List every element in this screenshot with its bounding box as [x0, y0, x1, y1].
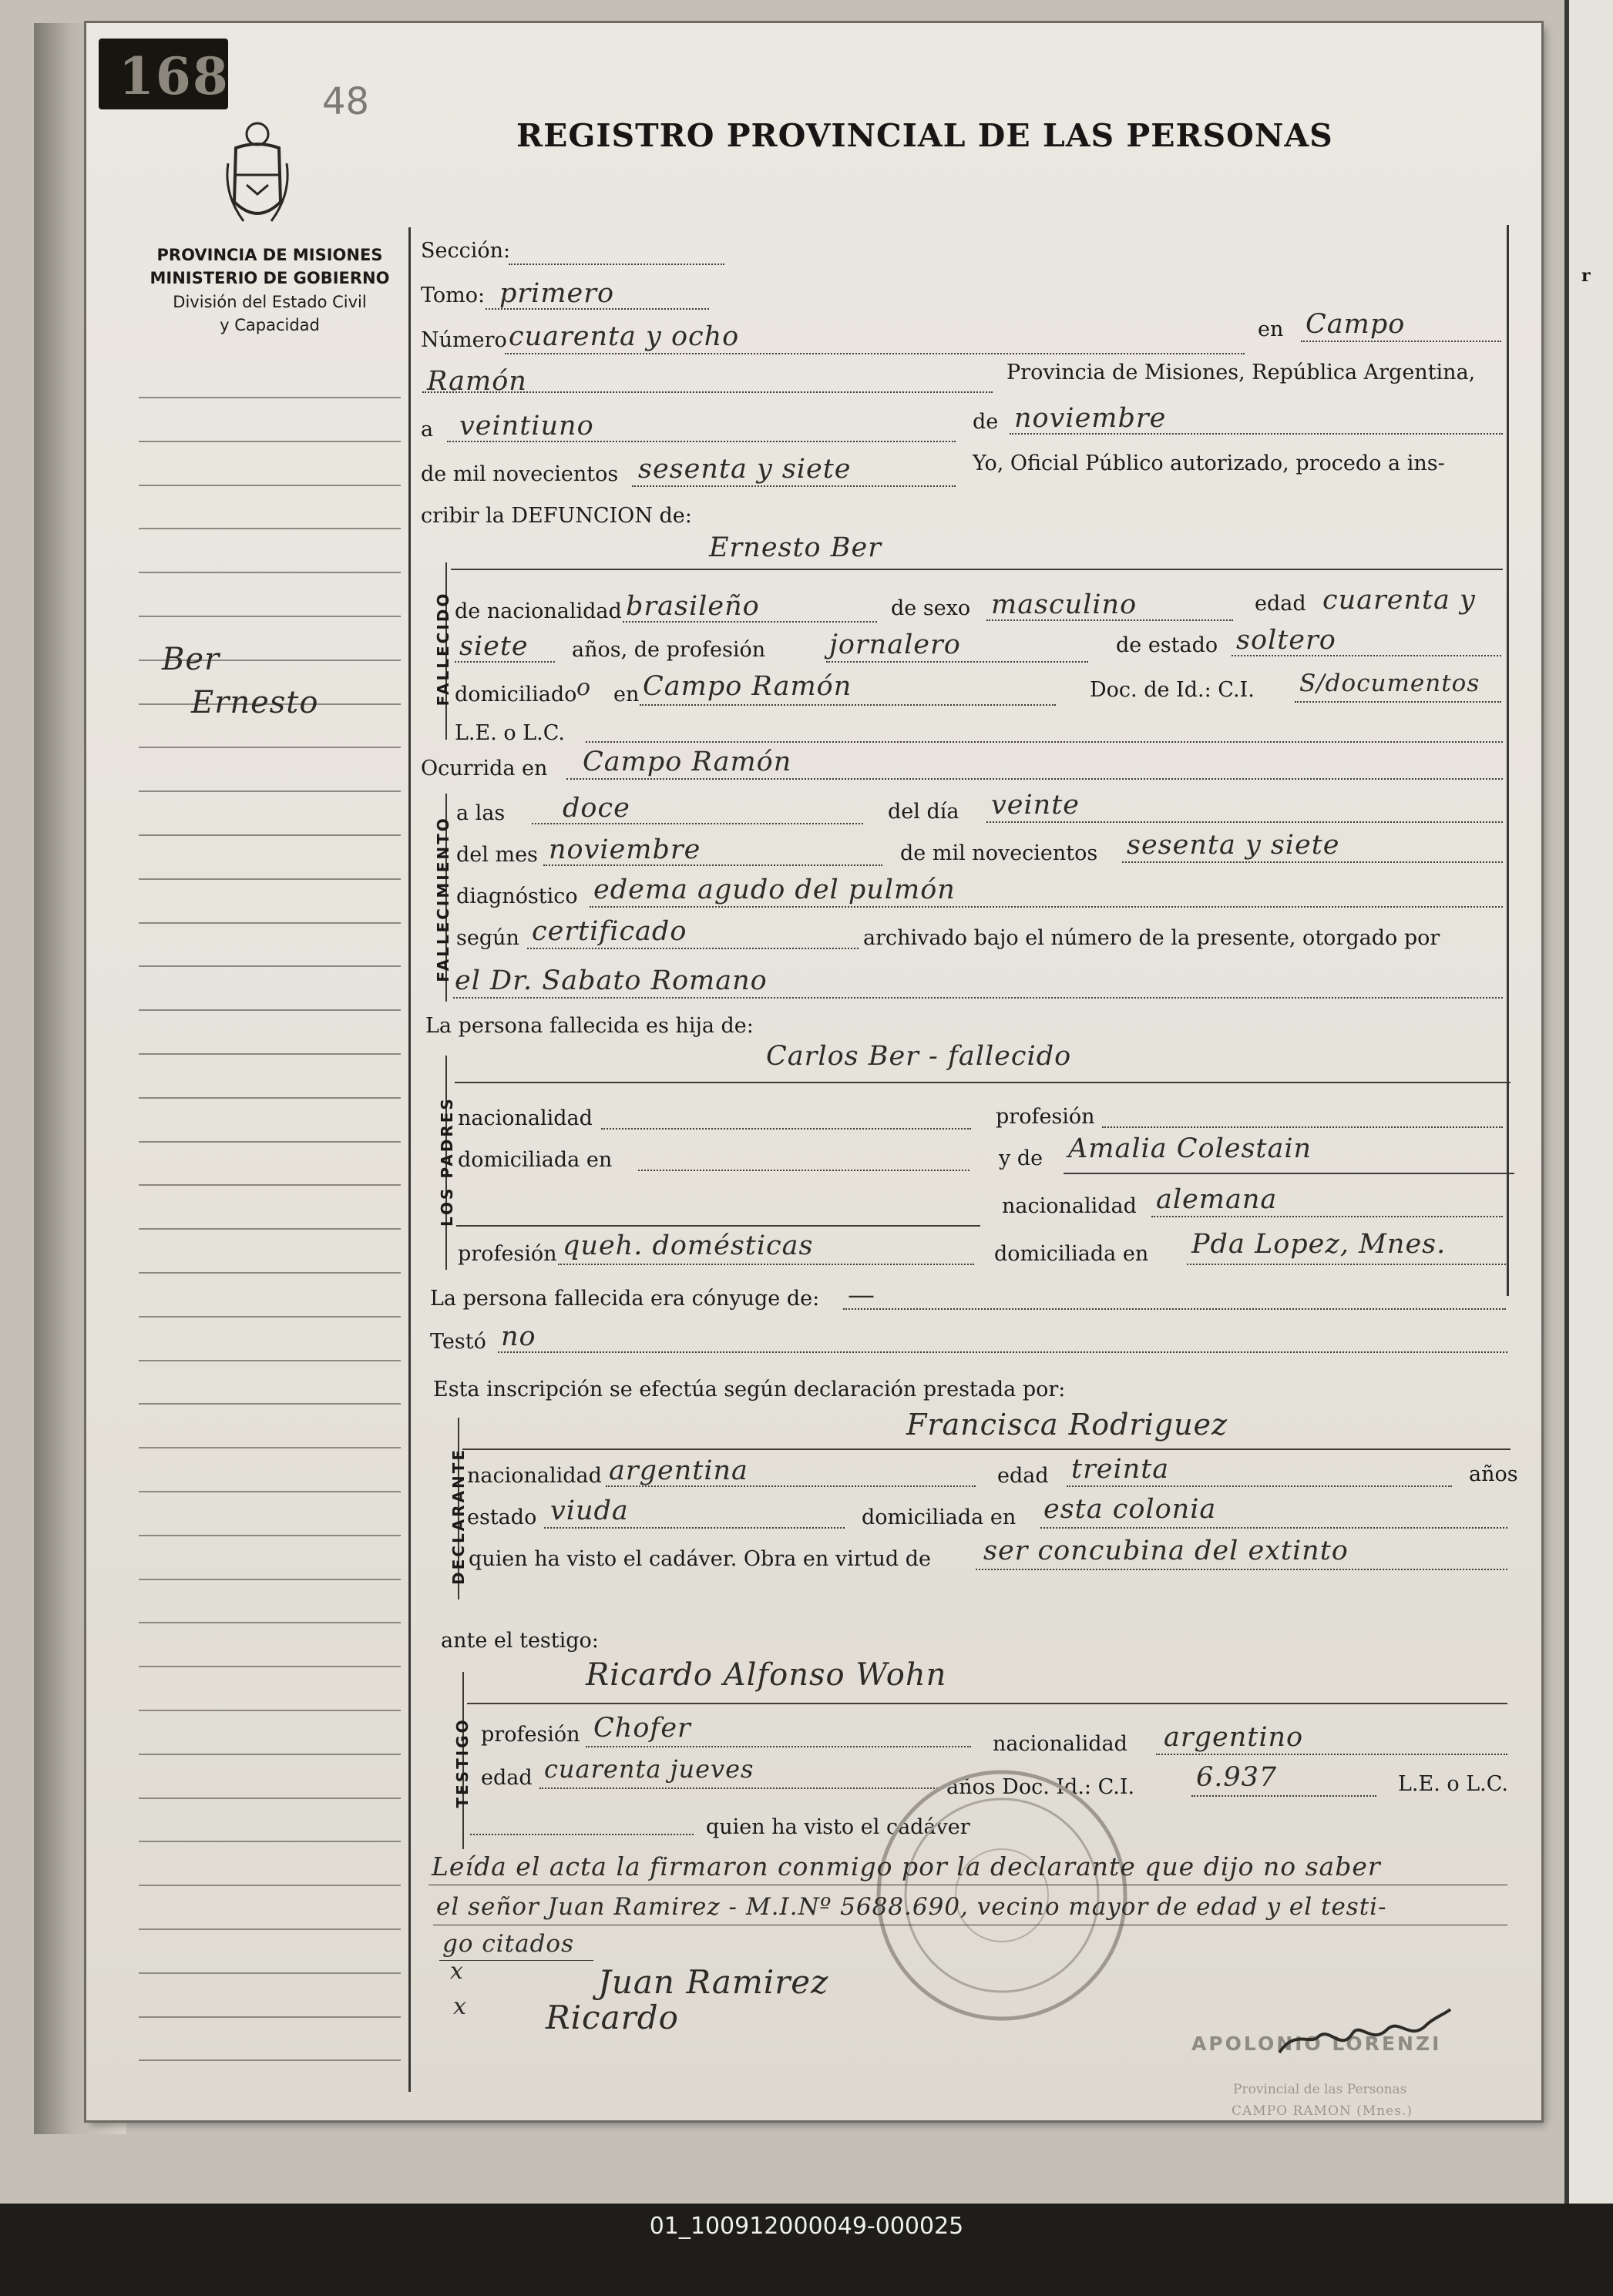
- label-del-mes: del mes: [456, 843, 538, 867]
- label-testigo-quien: quien ha visto el cadáver: [706, 1815, 970, 1839]
- line-ocurrida-en: [566, 778, 1503, 780]
- margin-rule: [139, 1535, 401, 1536]
- margin-rule: [139, 965, 401, 967]
- margin-rule: [139, 1491, 401, 1492]
- label-oficial: Yo, Oficial Público autorizado, procedo a ins-: [973, 451, 1445, 475]
- label-testigo-edad: edad: [481, 1766, 533, 1790]
- value-anio-fallecimiento: sesenta y siete: [1127, 830, 1340, 861]
- margin-rule: [139, 1053, 401, 1055]
- value-testo: no: [501, 1321, 536, 1352]
- margin-rule: [139, 1403, 401, 1405]
- line-anio-fallecimiento: [1122, 861, 1503, 863]
- label-decl-quien: quien ha visto el cadáver. Obra en virtud de: [469, 1547, 932, 1571]
- label-hija-de: La persona fallecida es hija de:: [425, 1014, 754, 1038]
- margin-rule: [139, 791, 401, 792]
- margin-rule: [139, 1972, 401, 1974]
- label-del-dia: del día: [888, 800, 959, 824]
- label-seccion: Sección:: [421, 239, 511, 263]
- line-le-lc: [586, 741, 1503, 743]
- line-dia-fallecimiento: [986, 821, 1503, 823]
- label-decl-domicilio: domiciliada en: [862, 1505, 1017, 1529]
- margin-rule: [139, 1666, 401, 1667]
- label-edad: edad: [1255, 592, 1306, 616]
- value-segun: certificado: [532, 916, 687, 947]
- margin-rule: [139, 1447, 401, 1448]
- line-anio: [632, 485, 956, 487]
- label-archivado: archivado bajo el número de la presente, otorgado por: [863, 926, 1440, 950]
- value-declarante: Francisca Rodriguez: [906, 1408, 1228, 1442]
- line-segun: [527, 948, 859, 949]
- margin-given-name: Ernesto: [191, 685, 319, 720]
- label-nacionalidad: de nacionalidad: [455, 599, 622, 623]
- line-diagnostico: [590, 906, 1503, 908]
- margin-rule: [139, 1009, 401, 1011]
- folio-number: 168: [119, 46, 230, 106]
- value-conyuge: —: [848, 1280, 875, 1311]
- line-decl-nacionalidad: [606, 1485, 976, 1487]
- folio-number-stamp: [99, 39, 228, 109]
- value-estado: soltero: [1236, 625, 1336, 656]
- label-ante-testigo: ante el testigo:: [441, 1629, 599, 1653]
- line-madre-domicilio: [1187, 1264, 1509, 1265]
- line-decl-estado: [544, 1527, 845, 1529]
- line-testigo: [467, 1703, 1507, 1704]
- adjacent-page-mark: r: [1581, 266, 1591, 286]
- value-testigo-edad: cuarenta jueves: [544, 1754, 754, 1784]
- line-declarante: [462, 1448, 1511, 1450]
- line-mes-fallecimiento: [543, 864, 882, 866]
- value-hora: doce: [563, 793, 630, 824]
- coat-of-arms-icon: [220, 117, 294, 240]
- value-padre: Carlos Ber - fallecido: [766, 1041, 1072, 1072]
- issuing-office: [139, 243, 401, 337]
- line-decl-obra: [976, 1569, 1507, 1570]
- closing-line-2: el señor Juan Ramirez - M.I.Nº 5688.690, vecino mayor de edad y el testi-: [436, 1893, 1387, 1921]
- margin-rule: [139, 747, 401, 748]
- label-en: en: [1258, 317, 1284, 341]
- line-padre: [455, 1082, 1511, 1083]
- label-decl-anos: años: [1469, 1462, 1518, 1486]
- label-a-las: a las: [456, 801, 506, 825]
- margin-rule: [139, 441, 401, 442]
- label-provincia: Provincia de Misiones, República Argentina,: [1006, 361, 1476, 384]
- label-decl-estado: estado: [467, 1505, 537, 1529]
- label-tomo: Tomo:: [421, 284, 486, 307]
- label-de-mil-novecientos-2: de mil novecientos: [900, 841, 1098, 865]
- value-mes: noviembre: [1014, 403, 1167, 434]
- margin-rule: [139, 485, 401, 486]
- value-nombre: Ernesto Ber: [709, 532, 882, 563]
- value-testigo-nacionalidad: argentino: [1164, 1722, 1304, 1753]
- line-numero: [505, 353, 1245, 354]
- line-testo: [498, 1351, 1507, 1353]
- line-tomo: [486, 308, 709, 310]
- line-mes: [1010, 433, 1503, 435]
- office-province: PROVINCIA DE MISIONES: [156, 246, 383, 264]
- section-declarante-label: DECLARANTE: [449, 1447, 468, 1585]
- value-anio: sesenta y siete: [638, 454, 852, 485]
- line-sexo: [986, 619, 1233, 621]
- line-decl-edad: [1067, 1485, 1452, 1487]
- value-mes-fallecimiento: noviembre: [549, 834, 701, 865]
- value-dia-fallecimiento: veinte: [991, 790, 1080, 821]
- line-testigo-ci: [1191, 1795, 1376, 1797]
- margin-rule: [139, 2059, 401, 2061]
- closing-line-3: go citados: [442, 1930, 574, 1958]
- value-testigo-ci: 6.937: [1196, 1762, 1278, 1793]
- line-madre: [1064, 1173, 1514, 1174]
- margin-surname: Ber: [162, 642, 220, 677]
- office-division: División del Estado Civil: [173, 292, 367, 311]
- value-madre-domicilio: Pda Lopez, Mnes.: [1191, 1229, 1447, 1260]
- label-padre-nacionalidad: nacionalidad: [458, 1106, 593, 1130]
- line-estado: [1232, 655, 1501, 656]
- pencil-folio-number: 48: [322, 80, 370, 123]
- line-padre-profesion: [1102, 1126, 1503, 1128]
- official-stamp-place: CAMPO RAMON (Mnes.): [1232, 2103, 1413, 2119]
- line-padre-domicilio: [638, 1170, 969, 1171]
- line-decl-domicilio: [1040, 1527, 1507, 1529]
- line-seccion: [509, 264, 724, 265]
- value-edad-cont: siete: [459, 631, 529, 662]
- label-madre-domicilio: domiciliada en: [994, 1242, 1149, 1266]
- office-ministry: MINISTERIO DE GOBIERNO: [150, 269, 390, 288]
- section-fallecido-label: FALLECIDO: [434, 591, 452, 707]
- margin-rule: [139, 878, 401, 880]
- value-domiciliado: o: [576, 674, 592, 701]
- label-decl-edad: edad: [997, 1464, 1049, 1488]
- official-stamp-name: APOLONIO LORENZI: [1191, 2032, 1442, 2055]
- value-decl-nacionalidad: argentina: [609, 1455, 748, 1486]
- line-padre-nacionalidad: [601, 1128, 971, 1130]
- label-padre-domicilio: domiciliada en: [458, 1148, 613, 1172]
- label-inscripcion: Esta inscripción se efectúa según declaración prestada por:: [433, 1378, 1066, 1401]
- value-tomo: primero: [499, 278, 615, 309]
- section-padres-label: LOS PADRES: [438, 1096, 456, 1227]
- margin-rule: [139, 1097, 401, 1099]
- closing-line-1: Leída el acta la firmaron conmigo por la declarante que dijo no saber: [432, 1851, 1381, 1881]
- margin-rule: [139, 834, 401, 836]
- label-de: de: [973, 410, 999, 434]
- value-medico: el Dr. Sabato Romano: [455, 965, 768, 996]
- label-madre-profesion: profesión: [458, 1242, 557, 1266]
- line-testigo-nacionalidad: [1156, 1754, 1507, 1755]
- margin-rule: [139, 1184, 401, 1186]
- label-testigo-le: L.E. o L.C.: [1398, 1772, 1509, 1796]
- line-nombre: [451, 569, 1503, 570]
- signature-mark-1: x: [450, 1958, 464, 1985]
- adjacent-page: [1564, 0, 1613, 2204]
- value-decl-domicilio: esta colonia: [1043, 1494, 1217, 1525]
- margin-rule: [139, 572, 401, 573]
- line-dia: [447, 441, 956, 442]
- value-lugar-cont: Ramón: [427, 366, 527, 397]
- label-de-mil-novecientos: de mil novecientos: [421, 462, 619, 486]
- section-testigo-label: TESTIGO: [453, 1717, 472, 1808]
- value-dia: veintiuno: [459, 411, 594, 441]
- label-testigo-doc: años Doc. Id.: C.I.: [946, 1775, 1135, 1799]
- line-testigo-profesion: [586, 1746, 971, 1747]
- line-en: [1301, 341, 1501, 342]
- margin-rule: [139, 1228, 401, 1230]
- label-diagnostico: diagnóstico: [456, 884, 578, 908]
- label-domicilio-en: en: [613, 683, 640, 707]
- label-decl-nacionalidad: nacionalidad: [467, 1464, 602, 1488]
- label-segun: según: [456, 926, 519, 950]
- official-stamp-office: Provincial de las Personas: [1233, 2082, 1407, 2097]
- frame-line-right: [1507, 225, 1509, 1296]
- signature-witness-1: Juan Ramirez: [598, 1963, 829, 2001]
- value-testigo-profesion: Chofer: [593, 1713, 691, 1744]
- label-testigo-profesion: profesión: [481, 1723, 580, 1747]
- image-filename-footer: 01_100912000049-000025: [0, 2204, 1613, 2296]
- label-profesion: años, de profesión: [572, 638, 766, 662]
- value-testigo: Ricardo Alfonso Wohn: [586, 1657, 947, 1693]
- value-decl-edad: treinta: [1071, 1454, 1170, 1485]
- line-conyuge: [843, 1308, 1506, 1310]
- line-nacionalidad: [623, 621, 877, 623]
- margin-rule: [139, 1841, 401, 1842]
- value-madre: Amalia Colestain: [1068, 1133, 1312, 1164]
- value-diagnostico: edema agudo del pulmón: [593, 874, 956, 905]
- margin-rule: [139, 528, 401, 529]
- signature-mark-2: x: [453, 1993, 467, 2020]
- section-fallecimiento-label: FALLECIMIENTO: [434, 816, 452, 982]
- value-doc: S/documentos: [1299, 670, 1480, 697]
- line-domicilio: [640, 704, 1056, 706]
- value-en: Campo: [1306, 309, 1406, 340]
- label-testo: Testó: [430, 1330, 486, 1354]
- label-padre-profesion: profesión: [996, 1105, 1095, 1129]
- label-conyuge: La persona fallecida era cónyuge de:: [430, 1287, 820, 1311]
- value-ocurrida-en: Campo Ramón: [583, 747, 792, 777]
- margin-rule: [139, 1272, 401, 1274]
- line-madre-profesion: [558, 1264, 974, 1265]
- margin-rule: [139, 1710, 401, 1711]
- value-domicilio: Campo Ramón: [643, 671, 852, 702]
- line-edad-cont: [455, 661, 555, 663]
- margin-rule: [139, 1141, 401, 1143]
- margin-rule: [139, 616, 401, 617]
- signature-witness-2: Ricardo: [546, 1999, 679, 2036]
- page-title: REGISTRO PROVINCIAL DE LAS PERSONAS: [516, 117, 1333, 154]
- label-a: a: [421, 418, 434, 441]
- label-le-lc: L.E. o L.C.: [455, 721, 566, 745]
- label-doc-id: Doc. de Id.: C.I.: [1090, 678, 1255, 702]
- label-madre-nacionalidad: nacionalidad: [1002, 1194, 1137, 1218]
- value-nacionalidad: brasileño: [626, 591, 760, 622]
- label-testigo-nacionalidad: nacionalidad: [993, 1732, 1127, 1756]
- value-numero: cuarenta y ocho: [509, 321, 740, 352]
- line-madre-nacionalidad: [1151, 1216, 1503, 1217]
- margin-rule: [139, 1622, 401, 1623]
- line-lugar-cont: [422, 391, 993, 393]
- label-cribir: cribir la DEFUNCION de:: [421, 504, 692, 528]
- line-testigo-blank: [470, 1834, 694, 1835]
- margin-rule: [139, 1754, 401, 1755]
- value-madre-profesion: queh. domésticas: [563, 1230, 814, 1261]
- value-sexo: masculino: [991, 589, 1138, 620]
- label-estado: de estado: [1116, 633, 1218, 657]
- value-edad: cuarenta y: [1322, 585, 1476, 616]
- label-sexo: de sexo: [891, 596, 971, 620]
- label-numero: Número: [421, 328, 507, 352]
- margin-rule: [139, 922, 401, 924]
- line-hora: [532, 823, 863, 824]
- label-ocurrida-en: Ocurrida en: [421, 757, 548, 780]
- office-capacity: y Capacidad: [220, 316, 320, 335]
- margin-rule: [139, 2016, 401, 2018]
- margin-rule: [139, 1579, 401, 1580]
- line-medico: [453, 997, 1503, 999]
- label-y-de: y de: [999, 1146, 1043, 1170]
- value-decl-obra: ser concubina del extinto: [983, 1536, 1349, 1566]
- value-decl-estado: viuda: [550, 1495, 629, 1526]
- margin-rule: [139, 397, 401, 398]
- label-domiciliado: domiciliado: [455, 683, 577, 707]
- value-madre-nacionalidad: alemana: [1156, 1184, 1278, 1215]
- margin-rule: [139, 1928, 401, 1930]
- line-doc: [1295, 701, 1501, 703]
- line-profesion: [826, 661, 1088, 663]
- frame-line-vertical: [408, 227, 411, 2092]
- official-signature-scribble: [1272, 1999, 1457, 2068]
- margin-rule: [139, 1885, 401, 1886]
- margin-rule: [139, 1316, 401, 1318]
- margin-rule: [139, 1798, 401, 1799]
- margin-rule: [139, 1360, 401, 1361]
- line-madre-blank: [456, 1225, 980, 1227]
- value-profesion: jornalero: [829, 629, 961, 660]
